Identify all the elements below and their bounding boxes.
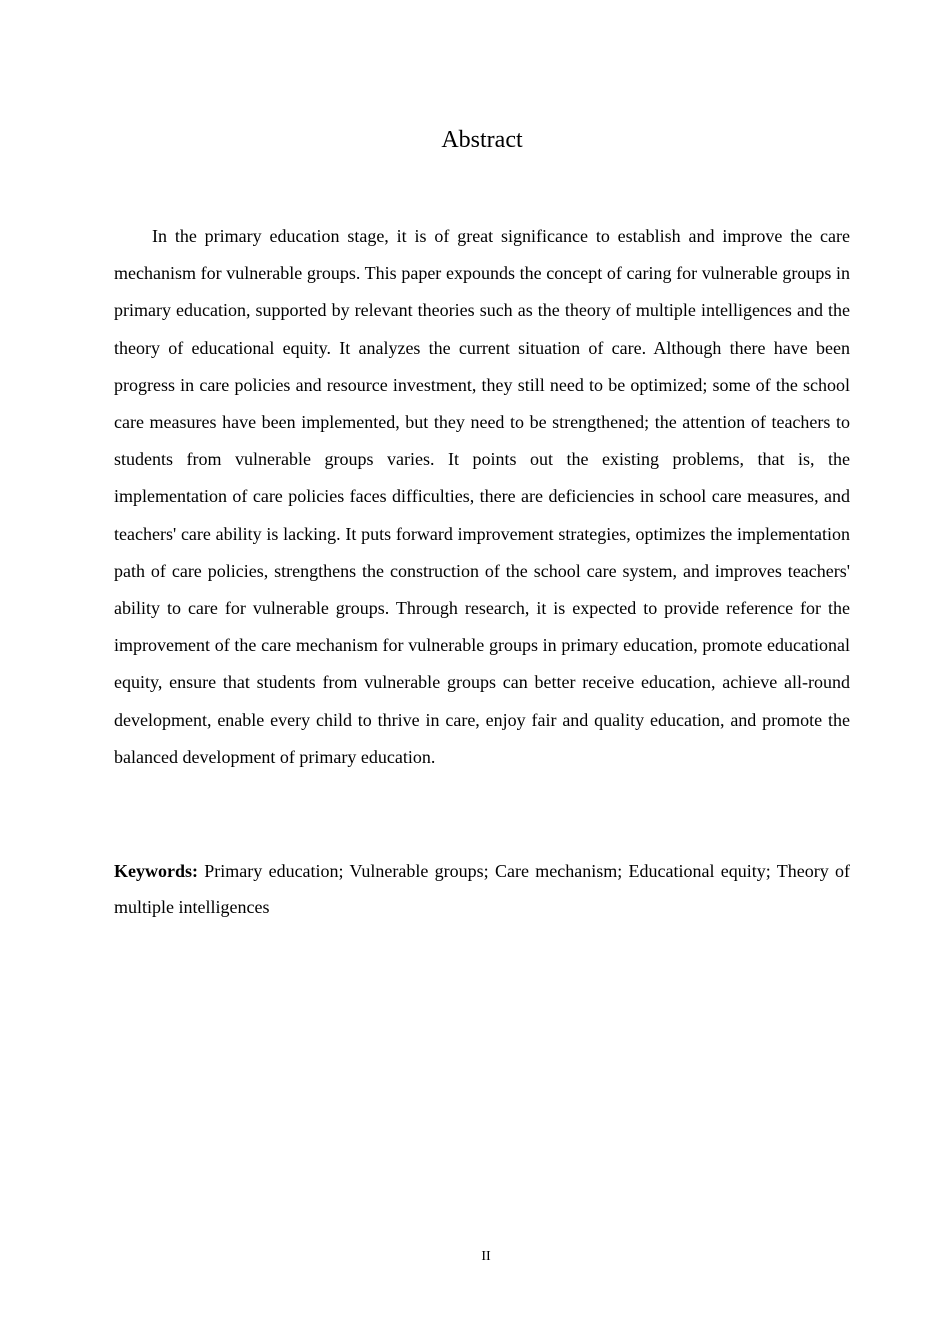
abstract-title: Abstract <box>441 127 523 153</box>
keywords-label: Keywords: <box>114 861 198 881</box>
keywords-text: Primary education; Vulnerable groups; Care mechanism; Educational equity; Theory of multiple intelligences <box>114 861 850 917</box>
abstract-body: In the primary education stage, it is of great significance to establish and improve the care mechanism for vulnerable groups. This paper expounds the concept of caring for vulnerable groups in primary education, supported by relevant theories such as the theory of multiple intelligences and the theory of educational equity. It analyzes the current situation of care. Although there have been progress in care policies and resource investment, they still need to be optimized; some of the school care measures have been implemented, but they need to be strengthened; the attention of teachers to students from vulnerable groups varies. It points out the existing problems, that is, the implementation of care policies faces difficulties, there are deficiencies in school care measures, and teachers' care ability is lacking. It puts forward improvement strategies, optimizes the implementation path of care policies, strengthens the construction of the school care system, and improves teachers' ability to care for vulnerable groups. Through research, it is expected to provide reference for the improvement of the care mechanism for vulnerable groups in primary education, promote educational equity, ensure that students from vulnerable groups can better receive education, achieve all-round development, enable every child to thrive in care, enjoy fair and quality education, and promote the balanced development of primary education. <box>114 226 850 767</box>
keywords-paragraph <box>114 853 850 925</box>
page-number: II <box>481 1249 491 1264</box>
